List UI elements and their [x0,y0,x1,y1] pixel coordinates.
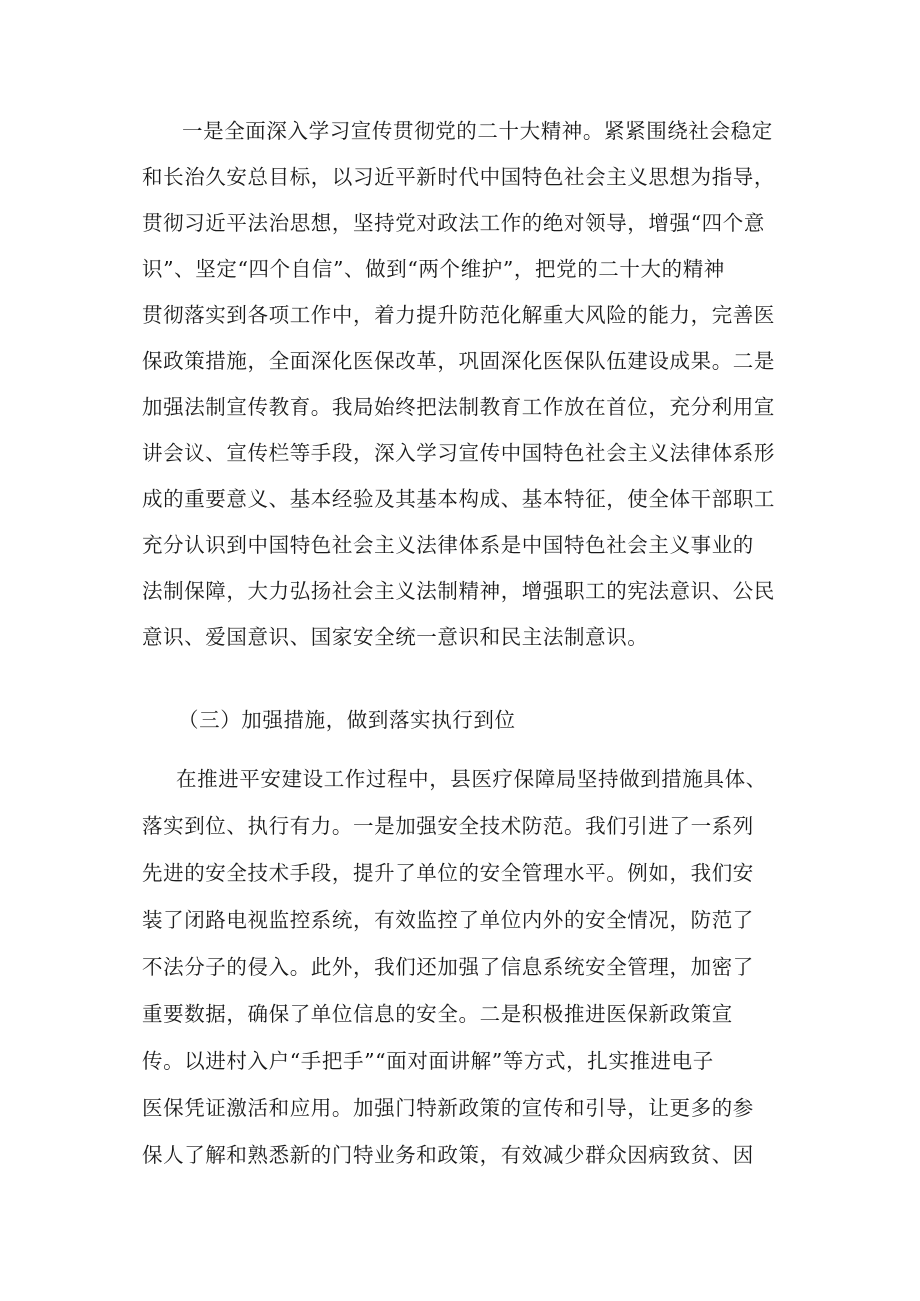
paragraph-1-line-11: 法制保障，大力弘扬社会主义法制精神，增强职工的宪法意识、公民 [142,579,775,603]
section-heading: （三）加强措施，做到落实执行到位 [178,708,516,732]
paragraph-1-line-3: 贯彻习近平法治思想，坚持党对政法工作的绝对领导，增强“四个意 [142,211,765,235]
paragraph-1-line-4: 识”、坚定“四个自信”、做到“两个维护”，把党的二十大的精神 [142,257,725,281]
paragraph-1-line-10: 充分认识到中国特色社会主义法律体系是中国特色社会主义事业的 [142,533,754,557]
paragraph-2-line-1: 在推进平安建设工作过程中，县医疗保障局坚持做到措施具体、 [176,767,767,791]
paragraph-1-line-1: 一是全面深入学习宣传贯彻党的二十大精神。紧紧围绕社会稳定 [182,119,773,143]
paragraph-1-line-8: 讲会议、宣传栏等手段，深入学习宣传中国特色社会主义法律体系形 [142,441,775,465]
paragraph-1-line-9: 成的重要意义、基本经验及其基本构成、基本特征，使全体干部职工 [142,487,775,511]
paragraph-2-line-4: 装了闭路电视监控系统，有效监控了单位内外的安全情况，防范了 [142,908,754,932]
paragraph-2-line-8: 医保凭证激活和应用。加强门特新政策的宣传和引导，让更多的参 [142,1096,754,1120]
paragraph-2-line-5: 不法分子的侵入。此外，我们还加强了信息系统安全管理，加密了 [142,955,754,979]
paragraph-1-line-12: 意识、爱国意识、国家安全统一意识和民主法制意识。 [142,625,649,649]
paragraph-1-line-2: 和长治久安总目标，以习近平新时代中国特色社会主义思想为指导， [142,165,775,189]
paragraph-2-line-3: 先进的安全技术手段，提升了单位的安全管理水平。例如，我们安 [142,861,754,885]
paragraph-2-line-2: 落实到位、执行有力。一是加强安全技术防范。我们引进了一系列 [142,814,754,838]
paragraph-1-line-6: 保政策措施，全面深化医保改革，巩固深化医保队伍建设成果。二是 [142,349,775,373]
paragraph-1-line-5: 贯彻落实到各项工作中，着力提升防范化解重大风险的能力，完善医 [142,303,775,327]
paragraph-2-line-9: 保人了解和熟悉新的门特业务和政策，有效减少群众因病致贫、因 [142,1143,754,1167]
paragraph-2-line-6: 重要数据，确保了单位信息的安全。二是积极推进医保新政策宣 [142,1002,733,1026]
paragraph-2-line-7: 传。以进村入户“手把手”“面对面讲解”等方式，扎实推进电子 [142,1049,714,1073]
paragraph-1-line-7: 加强法制宣传教育。我局始终把法制教育工作放在首位，充分利用宣 [142,395,775,419]
